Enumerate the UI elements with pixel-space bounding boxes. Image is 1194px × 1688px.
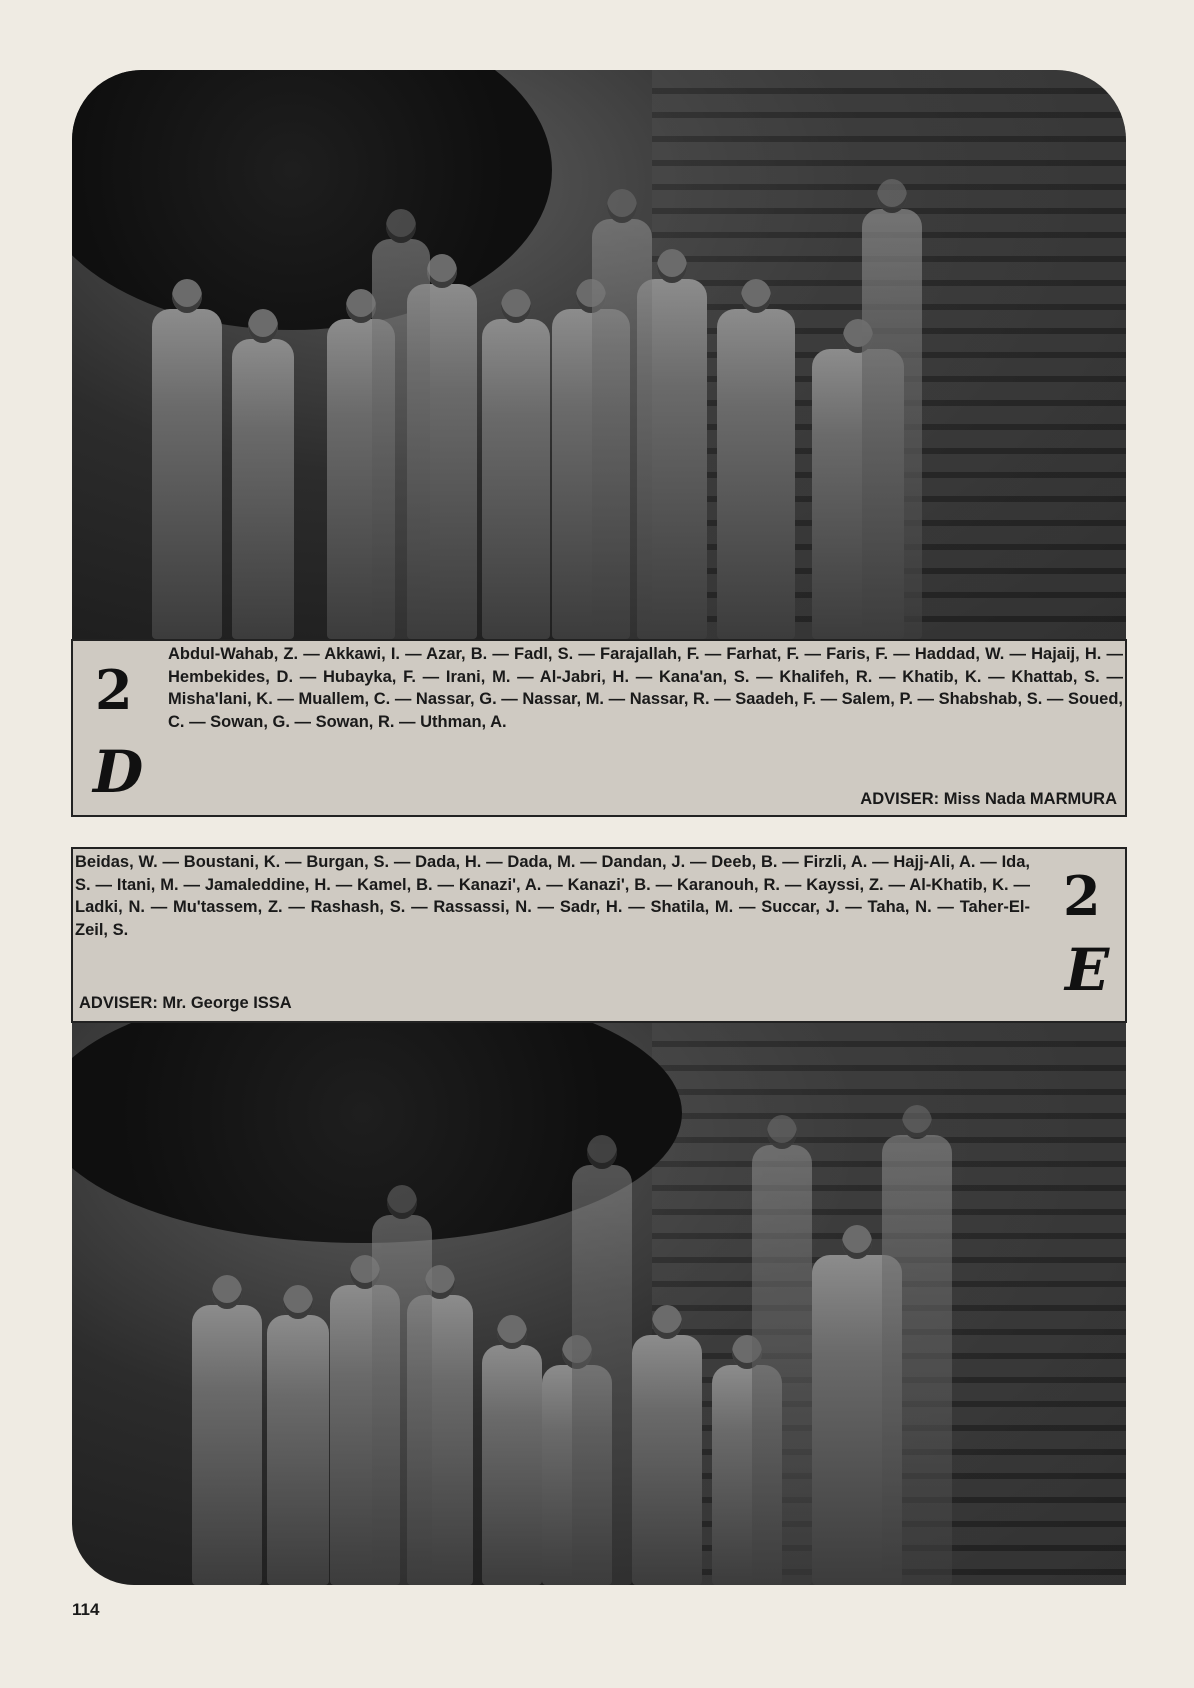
student-names: Beidas, W. — Boustani, K. — Burgan, S. — Dada, H. — Dada, M. — Dandan, J. — Deeb, B. — Firzli, A. — Hajj-Ali, A. — Ida, S. — Itani, M. — Jamaleddine, H. — Kamel, B. — Kanazi', A. — Kanazi', B. — Karanouh, R. — Kayssi, Z. — Al-Khatib, K. — Ladki, N. — Mu'tassem, Z. — Rashash, S. — Rassassi, N. — Sadr, H. — Shatila, M. — Succar, J. — Taha, N. — Taher-El-Zeil, S. <box>75 853 1030 939</box>
student-figure <box>152 309 222 639</box>
class-2d-caption <box>71 639 1127 817</box>
student-figure <box>372 1215 432 1585</box>
student-figure <box>572 1165 632 1585</box>
class-2e-caption <box>71 847 1127 1023</box>
class-2e-photo <box>72 1023 1126 1585</box>
page-number: 114 <box>72 1600 100 1619</box>
student-figure <box>632 1335 702 1585</box>
class-2d-photo <box>72 70 1126 639</box>
tree-foliage <box>72 70 552 330</box>
adviser-name: ADVISER: Mr. George ISSA <box>79 994 292 1012</box>
student-figure <box>267 1315 329 1585</box>
class-number: 2 <box>95 658 133 722</box>
student-figure <box>882 1135 952 1585</box>
class-letter: D <box>93 738 144 806</box>
student-figure <box>482 1345 542 1585</box>
student-figure <box>232 339 294 639</box>
student-figure <box>592 219 652 639</box>
student-figure <box>482 319 550 639</box>
student-figure <box>752 1145 812 1585</box>
student-figure <box>372 239 430 639</box>
class-letter: E <box>1065 936 1110 1004</box>
student-figure <box>192 1305 262 1585</box>
student-names: Abdul-Wahab, Z. — Akkawi, I. — Azar, B. — Fadl, S. — Farajallah, F. — Farhat, F. — Faris, F. — Haddad, W. — Hajaij, H. — Hembekides, D. — Hubayka, F. — Irani, M. — Al-Jabri, H. — Kana'an, S. — Khalifeh, R. — Khatib, K. — Khattab, S. — Misha'lani, K. — Muallem, C. — Nassar, G. — Nassar, M. — Nassar, R. — Saadeh, F. — Salem, P. — Shabshab, S. — Soued, C. — Sowan, G. — Sowan, R. — Uthman, A. <box>168 645 1123 731</box>
class-number: 2 <box>1063 864 1101 928</box>
adviser-name: ADVISER: Miss Nada MARMURA <box>860 790 1117 808</box>
student-figure <box>862 209 922 639</box>
student-figure <box>717 309 795 639</box>
